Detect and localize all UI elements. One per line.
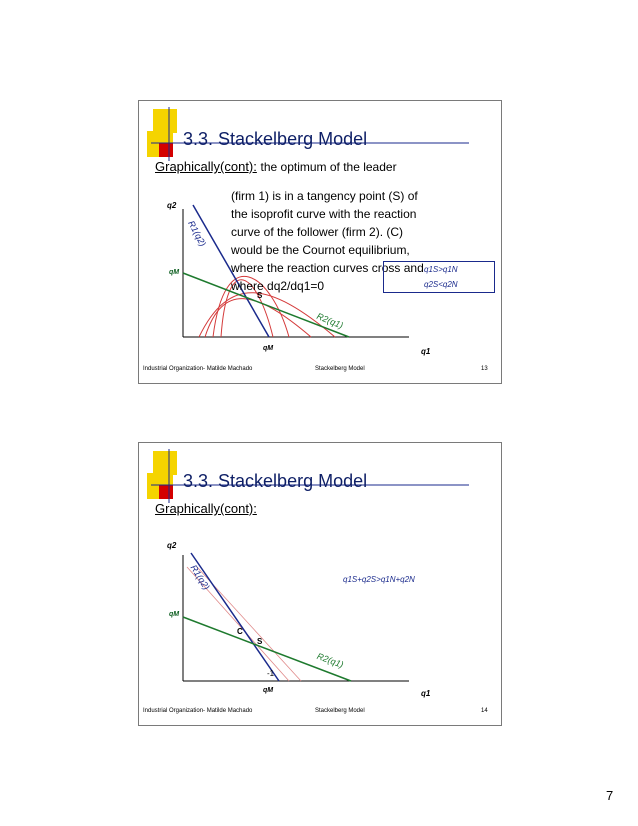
subtitle-label: Graphically(cont):	[155, 159, 257, 174]
reaction-curve-r1	[188, 553, 279, 681]
slope-label: -1	[267, 669, 275, 678]
paragraph-line-5: where the reaction curves cross and	[231, 261, 424, 275]
note-line-1: q1S>q1N	[424, 265, 458, 274]
paragraph-line-2: the isoprofit curve with the reaction	[231, 207, 417, 221]
paragraph-line-1: (firm 1) is in a tangency point (S) of	[231, 189, 418, 203]
label-qm-x: qM	[263, 345, 274, 352]
slide-13	[138, 100, 502, 384]
label-r1: R1(q2)	[188, 563, 212, 592]
axis-label-q2: q2	[167, 201, 177, 210]
footer-right: 14	[481, 708, 488, 714]
point-s-label: S	[257, 291, 263, 300]
paragraph-line-4: would be the Cournot equilibrium,	[231, 243, 410, 257]
slide-title: 3.3. Stackelberg Model	[183, 471, 368, 491]
subtitle-desc: the optimum of the leader	[260, 160, 397, 174]
footer-center: Stackelberg Model	[315, 708, 365, 714]
slide-subtitle	[155, 159, 397, 174]
footer-center: Stackelberg Model	[315, 366, 365, 372]
deco-red-square	[159, 485, 173, 499]
paragraph-line-6: where dq2/dq1=0	[231, 279, 325, 293]
axis-label-q1: q1	[421, 347, 431, 356]
slide-subtitle	[155, 501, 257, 516]
label-qm-y: qM	[169, 611, 180, 618]
footer-right: 13	[481, 366, 488, 372]
footer-left: Industrial Organization- Matilde Machado	[143, 366, 253, 372]
axis-label-q1: q1	[421, 689, 431, 698]
axis-label-q2: q2	[167, 541, 177, 550]
label-r2: R2(q1)	[315, 651, 345, 670]
label-r1: R1(q2)	[186, 219, 208, 248]
slide-14	[138, 442, 502, 726]
label-qm-x: qM	[263, 687, 274, 694]
label-r2: R2(q1)	[315, 311, 345, 331]
page-number: 7	[606, 788, 614, 803]
note-box	[383, 261, 495, 293]
slide-title: 3.3. Stackelberg Model	[183, 129, 368, 149]
point-c-label: C	[237, 627, 243, 636]
note-line-2: q2S<q2N	[424, 280, 458, 289]
note-sum-inequality: q1S+q2S>q1N+q2N	[343, 575, 415, 584]
paragraph-line-3: curve of the follower (firm 2). (C)	[231, 225, 404, 239]
deco-yellow-square-1	[153, 451, 177, 475]
deco-red-square	[159, 143, 173, 157]
deco-yellow-square-1	[153, 109, 177, 133]
point-s-label: S	[257, 637, 263, 646]
footer-left: Industrial Organization- Matilde Machado	[143, 708, 253, 714]
label-qm-y: qM	[169, 269, 180, 276]
subtitle-label: Graphically(cont):	[155, 501, 257, 516]
